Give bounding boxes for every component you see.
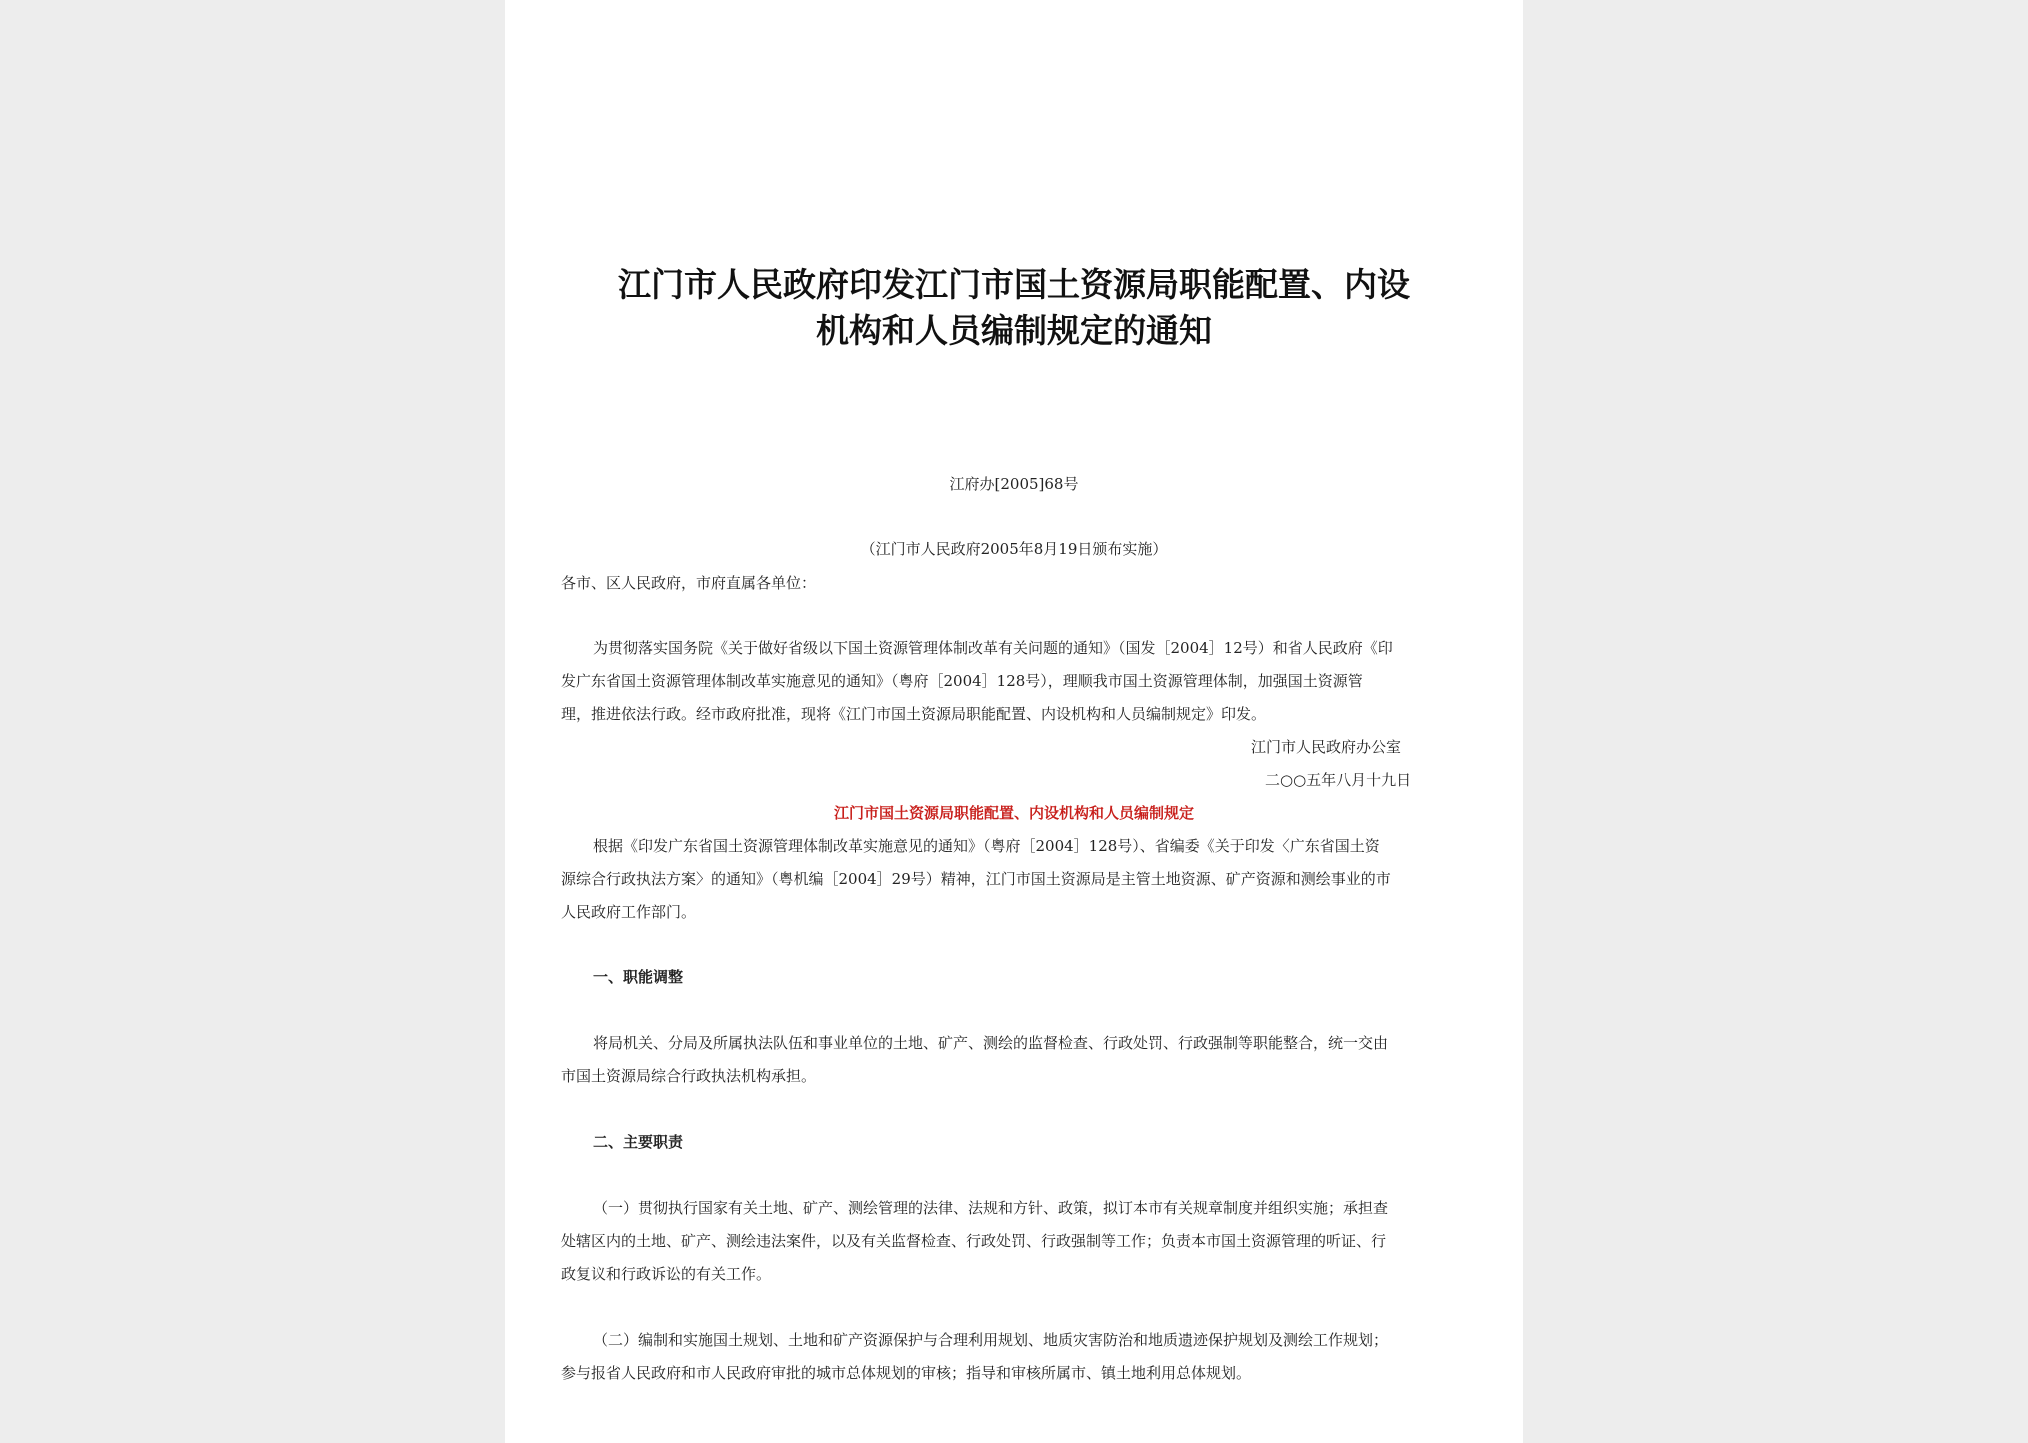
section-1-heading: 一、职能调整 [593, 968, 684, 986]
intro-line-2: 发广东省国土资源管理体制改革实施意见的通知》（粤府［2004］128号），理顺我市国土资源管理体制，加强国土资源管 [561, 672, 1363, 690]
basis-line-1: 根据《印发广东省国土资源管理体制改革实施意见的通知》（粤府［2004］128号）、省编委《关于印发〈广东省国土资 [593, 837, 1380, 855]
section-1-line-1: 将局机关、分局及所属执法队伍和事业单位的土地、矿产、测绘的监督检查、行政处罚、行政强制等职能整合，统一交由 [593, 1034, 1389, 1052]
section-2-heading: 二、主要职责 [593, 1133, 684, 1151]
document-title-line-2: 机构和人员编制规定的通知 [816, 311, 1212, 350]
document-number: 江府办[2005]68号 [949, 475, 1079, 493]
signature-date: 二○○五年八月十九日 [1265, 771, 1412, 789]
regulation-subtitle: 江门市国土资源局职能配置、内设机构和人员编制规定 [833, 804, 1194, 822]
duty-1-line-1: （一）贯彻执行国家有关土地、矿产、测绘管理的法律、法规和方针、政策，拟订本市有关规章制度并组织实施；承担查 [593, 1199, 1389, 1217]
signature-org: 江门市人民政府办公室 [1251, 738, 1402, 756]
section-1-line-2: 市国土资源局综合行政执法机构承担。 [561, 1067, 817, 1085]
salutation: 各市、区人民政府，市府直属各单位： [561, 574, 817, 592]
duty-1-line-3: 政复议和行政诉讼的有关工作。 [561, 1265, 772, 1283]
document-page [505, 0, 1523, 1443]
duty-2-line-1: （二）编制和实施国土规划、土地和矿产资源保护与合理利用规划、地质灾害防治和地质遗迹保护规划及测绘工作规划； [593, 1331, 1389, 1349]
issue-note: （江门市人民政府2005年8月19日颁布实施） [860, 540, 1168, 558]
basis-line-3: 人民政府工作部门。 [561, 903, 697, 921]
document-title-line-1: 江门市人民政府印发江门市国土资源局职能配置、内设 [618, 265, 1410, 304]
intro-line-3: 理，推进依法行政。经市政府批准，现将《江门市国土资源局职能配置、内设机构和人员编制规定》印发。 [561, 705, 1267, 723]
intro-line-1: 为贯彻落实国务院《关于做好省级以下国土资源管理体制改革有关问题的通知》（国发［2004］12号）和省人民政府《印 [593, 639, 1393, 657]
duty-2-line-2: 参与报省人民政府和市人民政府审批的城市总体规划的审核；指导和审核所属市、镇土地利用总体规划。 [561, 1364, 1252, 1382]
duty-1-line-2: 处辖区内的土地、矿产、测绘违法案件，以及有关监督检查、行政处罚、行政强制等工作；负责本市国土资源管理的听证、行 [561, 1232, 1387, 1250]
basis-line-2: 源综合行政执法方案〉的通知》（粤机编［2004］29号）精神，江门市国土资源局是主管土地资源、矿产资源和测绘事业的市 [561, 870, 1391, 888]
